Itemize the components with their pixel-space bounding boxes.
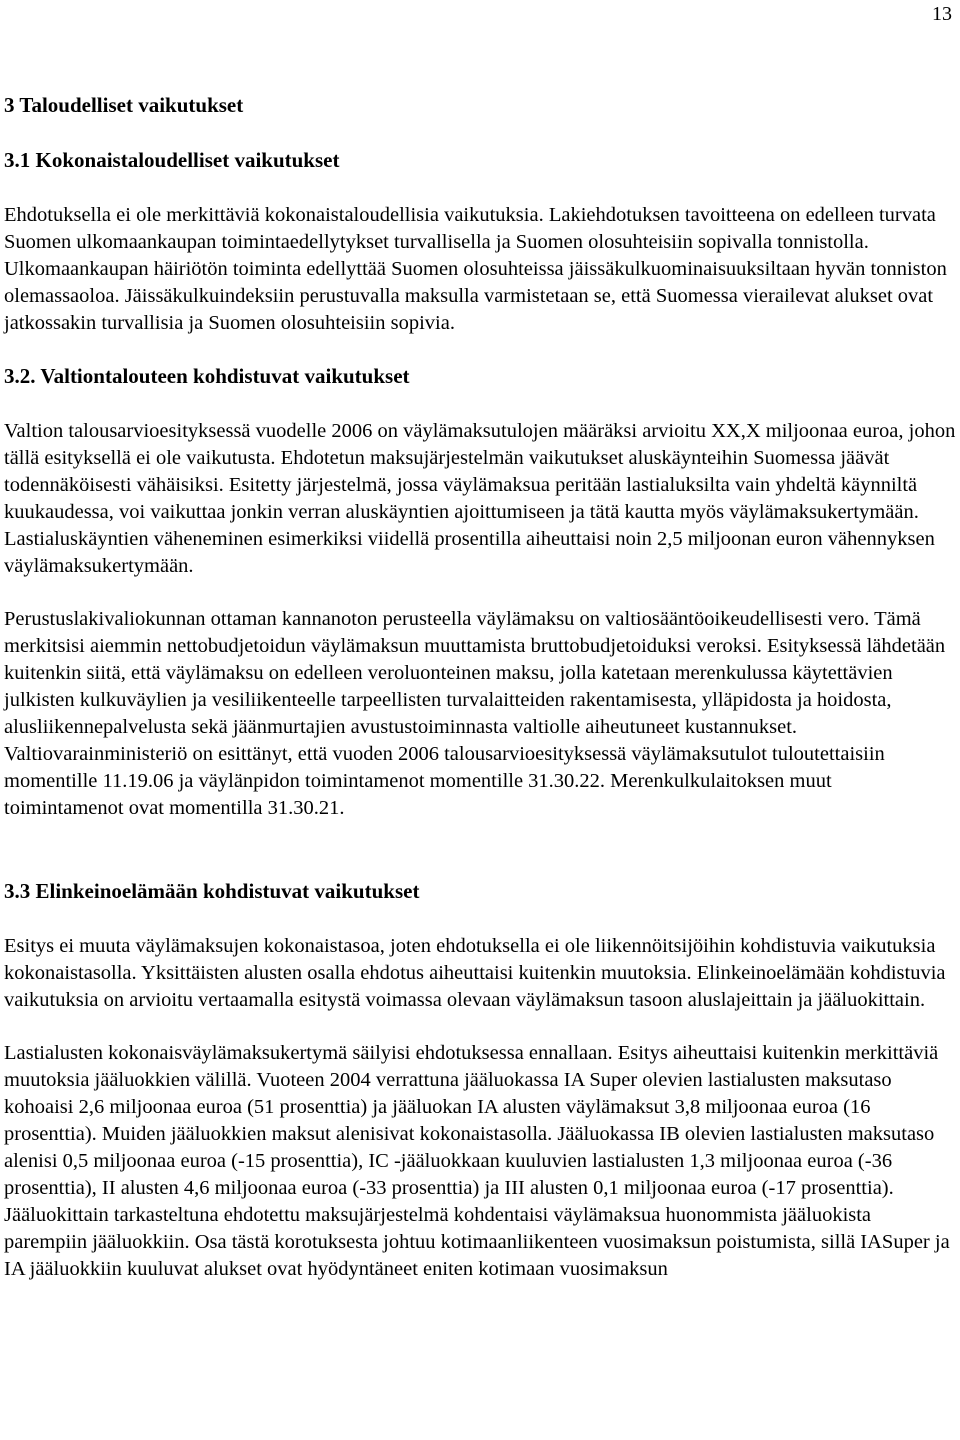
paragraph-3-2-2: Perustuslakivaliokunnan ottaman kannanoton perusteella väylämaksu on valtiosääntöoikeudellisesti vero. Tämä merkitsisi aiemmin nettobudjetoidun väylämaksun muuttamista bruttobudjetoiduksi veroksi. Esityksessä lähdetään kuitenkin siitä, että väylämaksu on edelleen veroluonteinen maksu, jolla katetaan merenkulussa käytettävien julkisten kulkuväylien ja vesiliikenteelle tarpeellisten turvalaitteiden rakentamisesta, ylläpidosta ja hoidosta, alusliikennepalvelusta sekä jäänmurtajien avustustoiminnasta valtiolle aiheutuneet kustannukset. Valtiovarainministeriö on esittänyt, että vuoden 2006 talousarvioesityksessä väylämaksutulot tuloutettaisiin momentille 11.19.06 ja väylänpidon toimintamenot momentille 31.30.22. Merenkulkulaitoksen muut toimintamenot ovat momentilla 31.30.21. — [4, 608, 946, 819]
section-heading-3: 3 Taloudelliset vaikutukset — [4, 93, 244, 117]
paragraph-3-3-2: Lastialusten kokonaisväylämaksukertymä säilyisi ehdotuksessa ennallaan. Esitys aiheuttaisi kuitenkin merkittäviä muutoksia jääluokkien välillä. Vuoteen 2004 verrattuna jääluokassa IA Super olevien lastialusten maksutaso kohoaisi 2,6 miljoonaa euroa (51 prosenttia) ja jääluokan IA alusten väylämaksut 3,8 miljoonaa euroa (16 prosenttia). Muiden jääluokkien maksut alenisivat kokonaistasolla. Jääluokassa IB olevien lastialusten maksutaso alenisi 0,5 miljoonaa euroa (-15 prosenttia), IC -jääluokkaan kuuluvien lastialusten 1,3 miljoonaa euroa (-36 prosenttia), II alusten 4,6 miljoonaa euroa (-33 prosenttia) ja III alusten 0,1 miljoonaa euroa (-17 prosenttia). Jääluokittain tarkasteltuna ehdotettu maksujärjestelmä kohdentaisi väylämaksua huonommista jääluokista parempiin jääluokkiin. Osa tästä korotuksesta johtuu kotimaanliikenteen vuosimaksun poistumista, sillä IASuper ja IA jääluokkiin kuuluvat alukset ovat hyödyntäneet eniten kotimaan vuosimaksun — [4, 1042, 950, 1280]
document-body — [4, 92, 956, 1283]
section-heading-3-1: 3.1 Kokonaistaloudelliset vaikutukset — [4, 148, 340, 172]
paragraph-3-2-1: Valtion talousarvioesityksessä vuodelle 2006 on väylämaksutulojen määräksi arvioitu XX,X miljoonaa euroa, johon tällä esityksellä ei ole vaikutusta. Ehdotetun maksujärjestelmän vaikutukset aluskäynteihin Suomessa jäävät todennäköisesti vähäisiksi. Esitetty järjestelmä, jossa väylämaksua peritään lastialuksilta vain yhdeltä käynniltä kuukaudessa, voi vaikuttaa jonkin verran aluskäyntien ajoittumiseen ja tätä kautta myös väylämaksukertymään. Lastialuskäyntien väheneminen esimerkiksi viidellä prosentilla aiheuttaisi noin 2,5 miljoonan euron vähennyksen väylämaksukertymään. — [4, 420, 956, 577]
section-heading-3-2: 3.2. Valtiontalouteen kohdistuvat vaikutukset — [4, 364, 410, 388]
paragraph-3-3-1: Esitys ei muuta väylämaksujen kokonaistasoa, joten ehdotuksella ei ole liikennöitsijöihin kohdistuvia vaikutuksia kokonaistasolla. Yksittäisten alusten osalla ehdotus aiheuttaisi kuitenkin muutoksia. Elinkeinoelämään kohdistuvia vaikutuksia on arvioitu vertaamalla esitystä voimassa olevaan väylämaksun tasoon aluslajeittain ja jääluokittain. — [4, 935, 946, 1011]
section-heading-3-3: 3.3 Elinkeinoelämään kohdistuvat vaikutukset — [4, 879, 420, 903]
page-number: 13 — [932, 3, 952, 25]
paragraph-3-1-1: Ehdotuksella ei ole merkittäviä kokonaistaloudellisia vaikutuksia. Lakiehdotuksen tavoitteena on edelleen turvata Suomen ulkomaankaupan toimintaedellytykset turvallisella ja Suomen olosuhteisiin sopivalla tonnistolla. Ulkomaankaupan häiriötön toiminta edellyttää Suomen olosuhteissa jäissäkulkuominaisuuksiltaan hyvän tonniston olemassaoloa. Jäissäkulkuindeksiin perustuvalla maksulla varmistetaan se, että Suomessa vierailevat alukset ovat jatkossakin turvallisia ja Suomen olosuhteisiin sopivia. — [4, 204, 947, 334]
